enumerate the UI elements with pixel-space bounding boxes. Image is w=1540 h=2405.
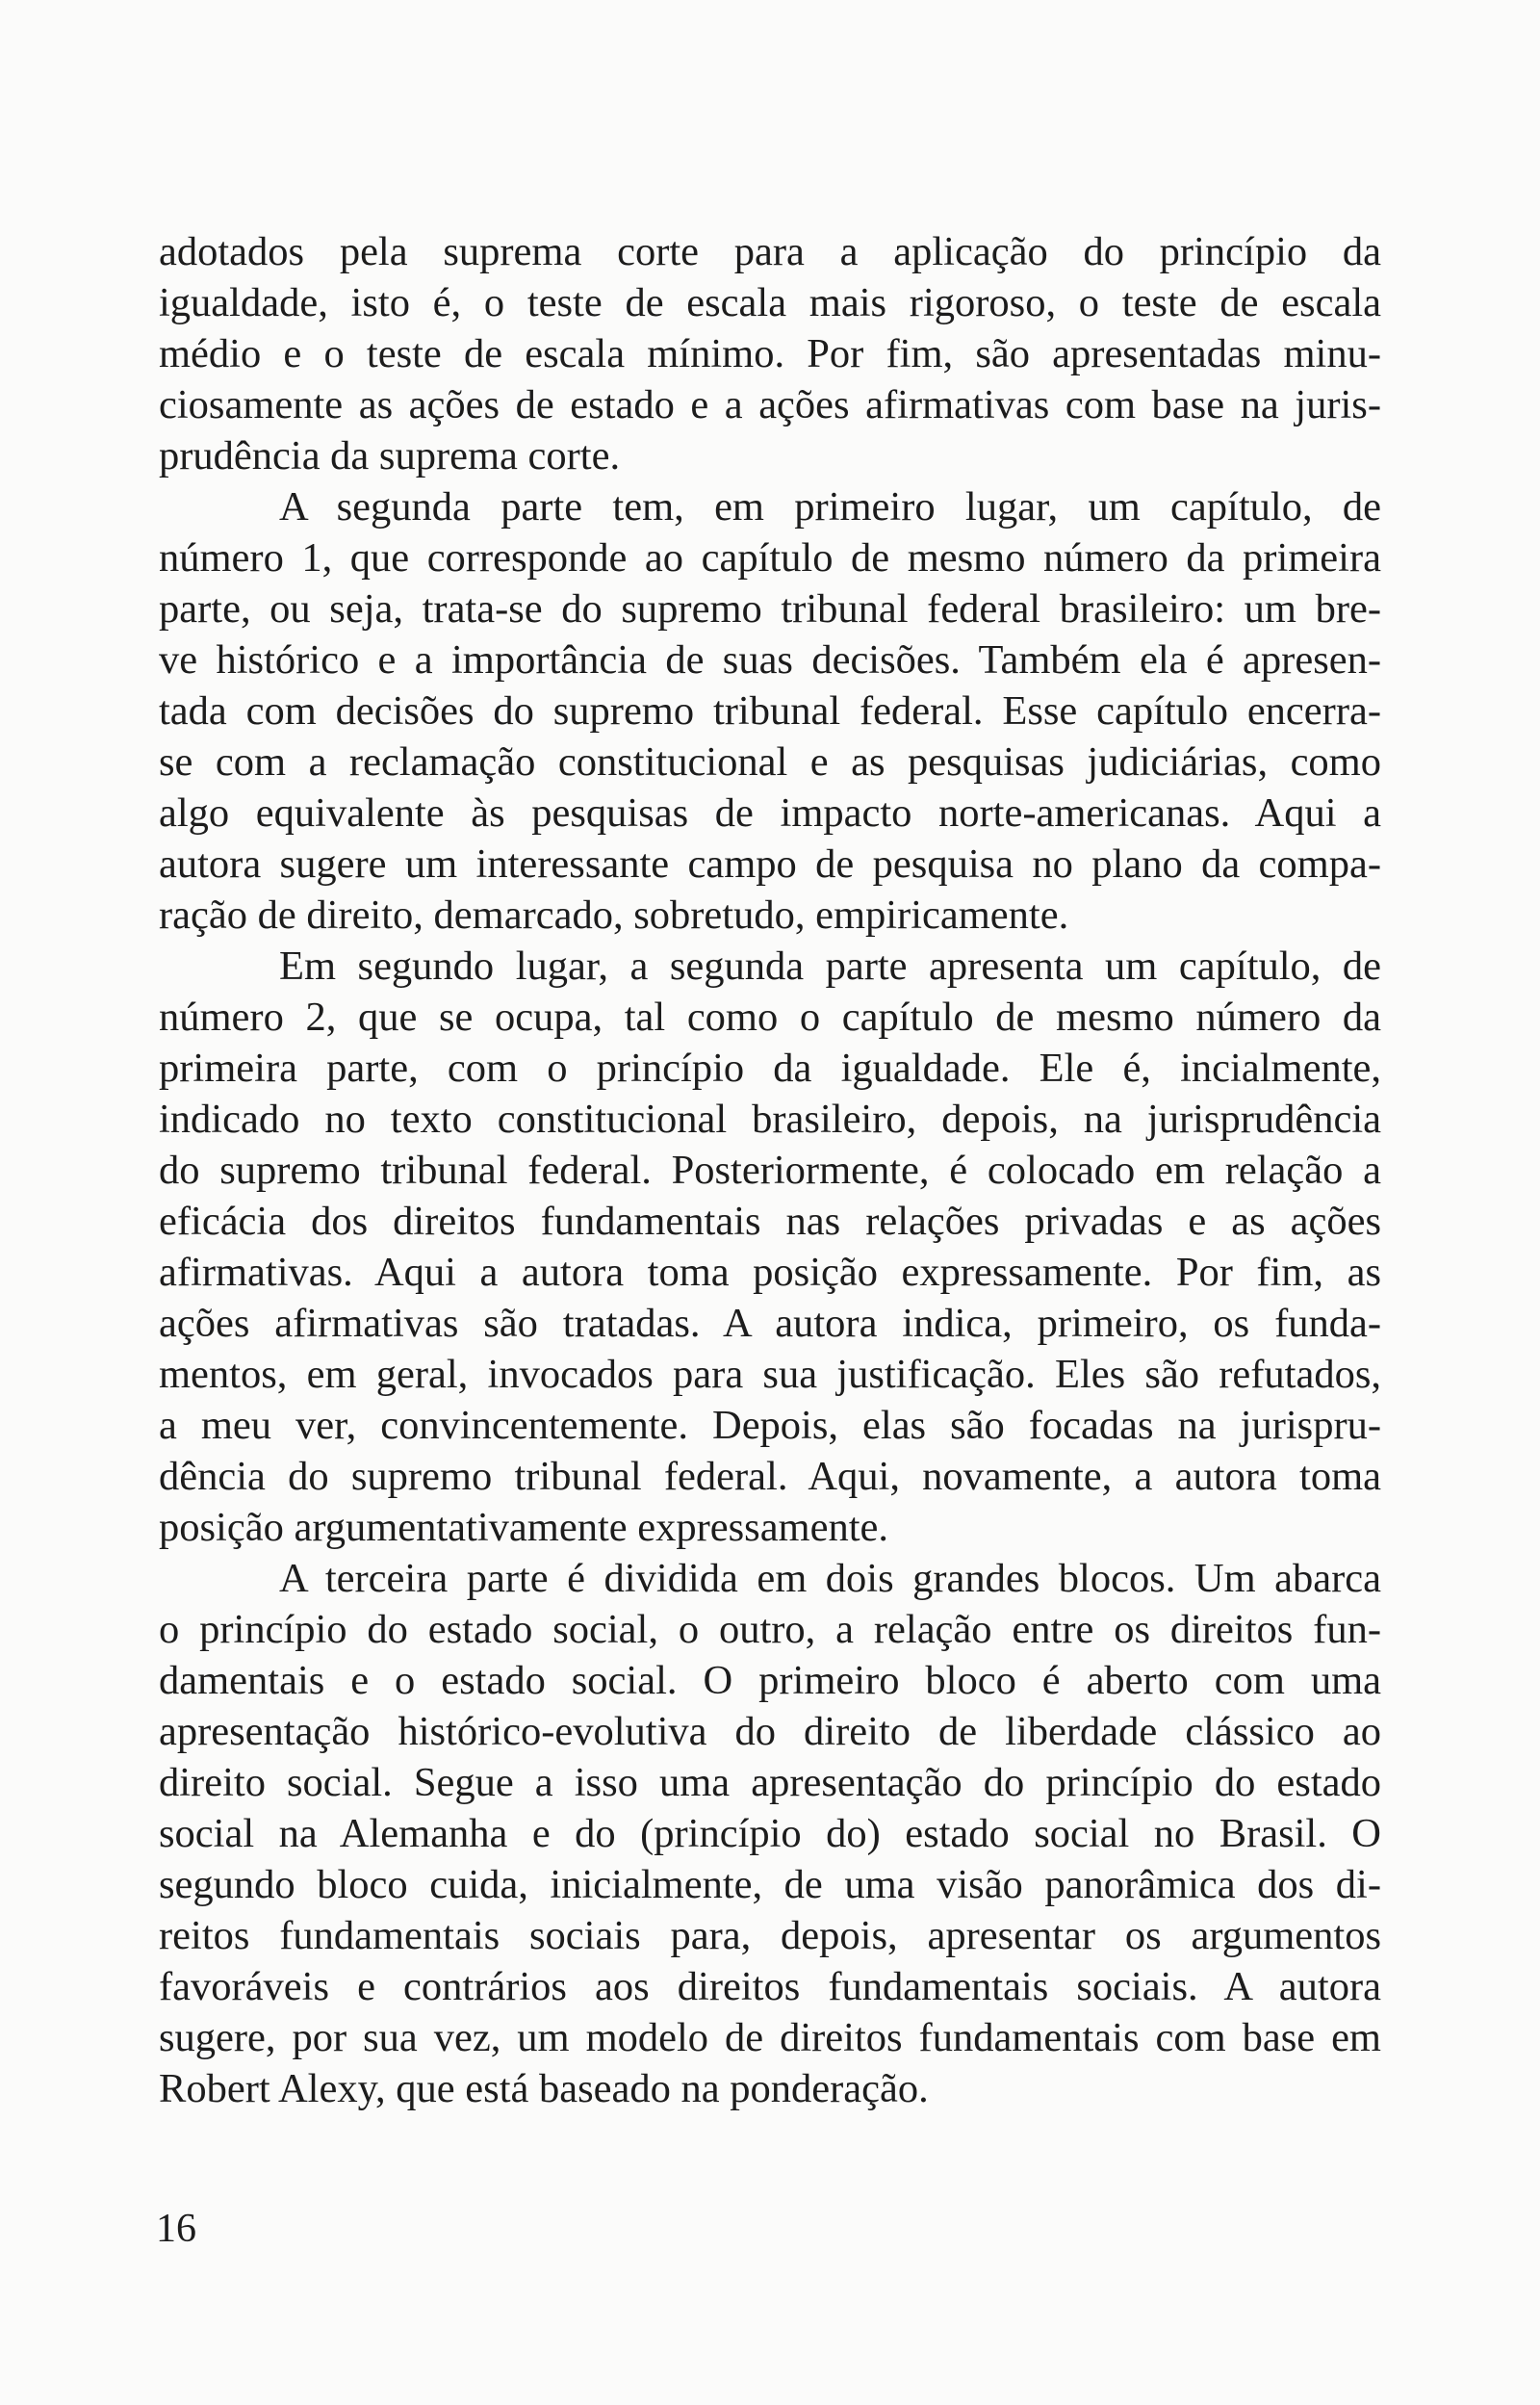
text-line: mentos, em geral, invocados para sua justificação. Eles são refutados, [159, 1352, 1381, 1397]
text-line: Robert Alexy, que está baseado na ponderação. [159, 2066, 929, 2111]
text-line: dência do supremo tribunal federal. Aqui, novamente, a autora toma [159, 1454, 1381, 1499]
text-line: indicado no texto constitucional brasileiro, depois, na jurisprudência [159, 1097, 1381, 1142]
text-line: ração de direito, demarcado, sobretudo, empiricamente. [159, 892, 1069, 938]
text-line: posição argumentativamente expressamente. [159, 1505, 889, 1550]
text-line: A terceira parte é dividida em dois grandes blocos. Um abarca [279, 1556, 1381, 1601]
text-line: Em segundo lugar, a segunda parte apresenta um capítulo, de [279, 944, 1381, 989]
text-line: ve histórico e a importância de suas decisões. Também ela é apresen- [159, 637, 1381, 683]
text-line: apresentação histórico-evolutiva do direito de liberdade clássico ao [159, 1709, 1381, 1754]
text-line: afirmativas. Aqui a autora toma posição expressamente. Por fim, as [159, 1250, 1381, 1295]
text-line: igualdade, isto é, o teste de escala mais rigoroso, o teste de escala [159, 280, 1381, 325]
text-line: A segunda parte tem, em primeiro lugar, um capítulo, de [279, 484, 1381, 530]
text-line: autora sugere um interessante campo de pesquisa no plano da compa- [159, 841, 1381, 887]
text-line: damentais e o estado social. O primeiro bloco é aberto com uma [159, 1658, 1381, 1703]
text-line: número 2, que se ocupa, tal como o capítulo de mesmo número da [159, 995, 1381, 1040]
text-line: parte, ou seja, trata-se do supremo tribunal federal brasileiro: um bre- [159, 586, 1381, 632]
text-line: tada com decisões do supremo tribunal federal. Esse capítulo encerra- [159, 688, 1381, 734]
text-line: a meu ver, convincentemente. Depois, elas são focadas na jurispru- [159, 1403, 1381, 1448]
text-line: algo equivalente às pesquisas de impacto norte-americanas. Aqui a [159, 790, 1381, 836]
text-line: sugere, por sua vez, um modelo de direitos fundamentais com base em [159, 2015, 1381, 2060]
text-line: social na Alemanha e do (princípio do) estado social no Brasil. O [159, 1811, 1381, 1856]
body-text [159, 226, 1381, 2114]
text-line: prudência da suprema corte. [159, 433, 621, 478]
text-line: segundo bloco cuida, inicialmente, de uma visão panorâmica dos di- [159, 1862, 1381, 1907]
page-number: 16 [156, 2207, 196, 2251]
text-line: reitos fundamentais sociais para, depois, apresentar os argumentos [159, 1913, 1381, 1958]
paragraph [159, 481, 1381, 941]
paragraph [159, 226, 1381, 481]
paragraph [159, 1553, 1381, 2114]
text-line: eficácia dos direitos fundamentais nas relações privadas e as ações [159, 1199, 1381, 1244]
text-line: médio e o teste de escala mínimo. Por fim, são apresentadas minu- [159, 331, 1381, 376]
text-line: se com a reclamação constitucional e as pesquisas judiciárias, como [159, 739, 1381, 785]
paragraph [159, 941, 1381, 1553]
text-line: direito social. Segue a isso uma apresentação do princípio do estado [159, 1760, 1381, 1805]
text-line: ações afirmativas são tratadas. A autora indica, primeiro, os funda- [159, 1301, 1381, 1346]
text-line: o princípio do estado social, o outro, a relação entre os direitos fun- [159, 1607, 1381, 1652]
text-line: favoráveis e contrários aos direitos fundamentais sociais. A autora [159, 1964, 1381, 2009]
text-line: do supremo tribunal federal. Posteriormente, é colocado em relação a [159, 1148, 1381, 1193]
text-line: primeira parte, com o princípio da igualdade. Ele é, incialmente, [159, 1046, 1381, 1091]
text-line: número 1, que corresponde ao capítulo de mesmo número da primeira [159, 535, 1381, 581]
text-line: adotados pela suprema corte para a aplicação do princípio da [159, 229, 1381, 274]
text-line: ciosamente as ações de estado e a ações afirmativas com base na juris- [159, 382, 1381, 427]
